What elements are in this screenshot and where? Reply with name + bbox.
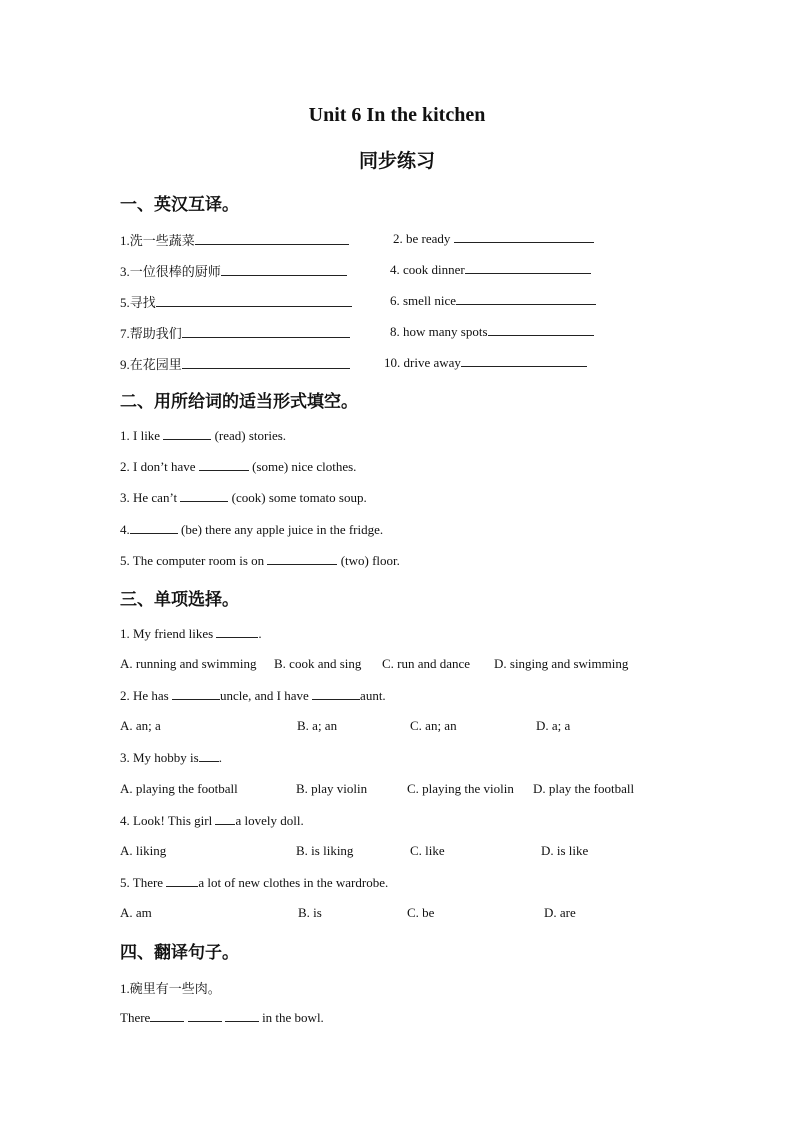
answer-blank[interactable] (156, 294, 352, 307)
s2-item-5: 5. The computer room is on (two) floor. (120, 553, 400, 568)
s3-q1-option-a[interactable]: A. running and swimming (120, 656, 257, 671)
s3-q2-option-c[interactable]: C. an; an (410, 718, 457, 733)
s2-item-2: 2. I don’t have (some) nice clothes. (120, 459, 357, 474)
s4-question-1-chinese: 1.碗里有一些肉。 (120, 981, 221, 996)
section1-heading: 一、英汉互译。 (120, 195, 239, 215)
s3-q2-option-a[interactable]: A. an; a (120, 718, 161, 733)
answer-blank[interactable] (199, 749, 219, 762)
answer-blank[interactable] (225, 1009, 259, 1022)
s3-q3-option-c[interactable]: C. playing the violin (407, 781, 514, 796)
answer-blank[interactable] (221, 263, 347, 276)
answer-blank[interactable] (163, 427, 211, 440)
answer-blank[interactable] (456, 292, 596, 305)
s3-q4-option-a[interactable]: A. liking (120, 843, 167, 858)
answer-blank[interactable] (312, 687, 360, 700)
s3-question-4: 4. Look! This girl a lovely doll. (120, 813, 304, 828)
s1-item-5-left: 9.在花园里 (120, 354, 350, 373)
answer-blank[interactable] (172, 687, 220, 700)
s3-q2-option-d[interactable]: D. a; a (536, 718, 571, 733)
page-title: Unit 6 In the kitchen (308, 104, 486, 126)
s3-question-5: 5. There a lot of new clothes in the wardrobe. (120, 875, 389, 890)
section3-heading: 三、单项选择。 (120, 590, 239, 610)
s3-q4-option-d[interactable]: D. is like (541, 843, 589, 858)
answer-blank[interactable] (182, 356, 350, 369)
answer-blank[interactable] (182, 325, 350, 338)
s3-q3-option-b[interactable]: B. play violin (296, 781, 368, 796)
s3-q3-option-d[interactable]: D. play the football (533, 781, 635, 796)
s1-item-1-left: 1.洗一些蔬菜 (120, 230, 349, 249)
answer-blank[interactable] (166, 874, 198, 887)
answer-blank[interactable] (188, 1009, 222, 1022)
answer-blank[interactable] (465, 261, 591, 274)
answer-blank[interactable] (215, 812, 235, 825)
section2-heading: 二、用所给词的适当形式填空。 (120, 392, 358, 412)
answer-blank[interactable] (180, 489, 228, 502)
s3-q5-option-d[interactable]: D. are (544, 905, 576, 920)
s1-item-1-right: 2. be ready (393, 230, 594, 247)
answer-blank[interactable] (195, 232, 349, 245)
answer-blank[interactable] (199, 458, 249, 471)
s3-question-2: 2. He has uncle, and I have aunt. (120, 688, 386, 703)
section4-heading: 四、翻译句子。 (120, 943, 239, 963)
answer-blank[interactable] (454, 230, 594, 243)
answer-blank[interactable] (216, 625, 258, 638)
s1-item-3-right: 6. smell nice (390, 292, 596, 309)
answer-blank[interactable] (150, 1009, 184, 1022)
s3-q3-option-a[interactable]: A. playing the football (120, 781, 238, 796)
s1-item-3-left: 5.寻找 (120, 292, 352, 311)
answer-blank[interactable] (267, 552, 337, 565)
s2-item-1: 1. I like (read) stories. (120, 428, 287, 443)
s1-item-5-right: 10. drive away (384, 354, 587, 371)
answer-blank[interactable] (461, 354, 587, 367)
s1-item-2-left: 3.一位很棒的厨师 (120, 261, 347, 280)
answer-blank[interactable] (488, 323, 594, 336)
s2-item-4: 4. (be) there any apple juice in the fridge. (120, 522, 384, 537)
s3-q1-option-d[interactable]: D. singing and swimming (494, 656, 629, 671)
s1-item-4-left: 7.帮助我们 (120, 323, 350, 342)
s1-item-4-right: 8. how many spots (390, 323, 594, 340)
s2-item-3: 3. He can’t (cook) some tomato soup. (120, 490, 367, 505)
s3-q4-option-b[interactable]: B. is liking (296, 843, 354, 858)
s3-question-1: 1. My friend likes . (120, 626, 262, 641)
s3-q1-option-c[interactable]: C. run and dance (382, 656, 471, 671)
s1-item-2-right: 4. cook dinner (390, 261, 591, 278)
s3-q5-option-b[interactable]: B. is (298, 905, 322, 920)
s3-q1-option-b[interactable]: B. cook and sing (274, 656, 362, 671)
s3-q5-option-c[interactable]: C. be (407, 905, 435, 920)
answer-blank[interactable] (130, 521, 178, 534)
s4-question-1-english: There in the bowl. (120, 1010, 324, 1025)
s3-q5-option-a[interactable]: A. am (120, 905, 152, 920)
s3-question-3: 3. My hobby is . (120, 750, 222, 765)
page-subtitle: 同步练习 (358, 150, 435, 172)
s3-q2-option-b[interactable]: B. a; an (297, 718, 338, 733)
s3-q4-option-c[interactable]: C. like (410, 843, 445, 858)
